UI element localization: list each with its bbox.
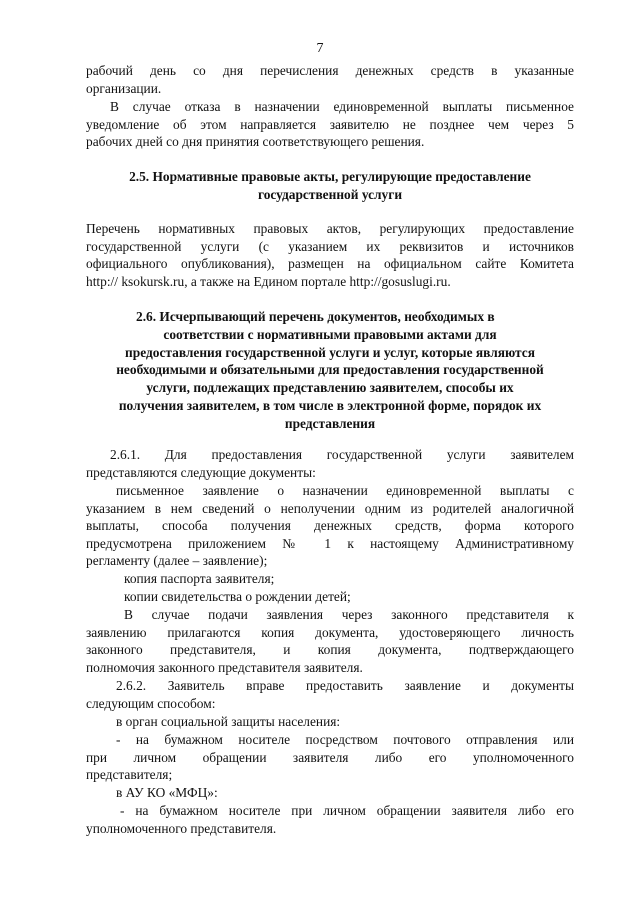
text-line: представителя;	[86, 767, 173, 783]
text-line: В случае подачи заявления через законного представителя к	[124, 607, 574, 622]
text-line: в орган социальной защиты населения:	[116, 714, 341, 729]
text-line: следующим способом:	[86, 695, 216, 711]
text-line: полномочия законного представителя заявителя.	[86, 659, 363, 675]
paragraph-representative	[86, 606, 574, 676]
text-line: - на бумажном носителе при личном обращении заявителя либо его	[120, 803, 574, 818]
page-number: 7	[316, 41, 324, 56]
paragraph-2-6-2	[86, 677, 574, 712]
heading-line: получения заявителем, в том числе в электронной форме, порядок их	[118, 397, 542, 413]
heading-line: 2.5. Нормативные правовые акты, регулирующие предоставление	[129, 169, 531, 184]
text-line: http:// ksokursk.ru, а также на Едином портале http://gosuslugi.ru.	[86, 273, 451, 289]
heading-line: соответствии с нормативными правовыми актами для	[163, 326, 497, 342]
text-line: уведомление об этом направляется заявителю не позднее чем через 5	[86, 116, 574, 132]
heading-line: предоставления государственной услуги и услуг, которые являются	[125, 344, 535, 360]
text-line: организации.	[86, 80, 162, 96]
text-line: копия паспорта заявителя;	[124, 571, 275, 586]
heading-line: государственной услуги	[257, 186, 403, 202]
paragraph-paper-personal	[86, 802, 574, 837]
text-line: заявлению прилагаются копия документа, удостоверяющего личность	[86, 624, 574, 640]
heading-line: необходимыми и обязательными для предоставления государственной	[116, 362, 544, 378]
text-line: представляются следующие документы:	[86, 464, 316, 480]
paragraph-paper-post	[86, 731, 574, 784]
text-line: 2.6.2. Заявитель вправе предоставить заявление и документы	[116, 678, 574, 693]
paragraph-social-protection	[86, 713, 574, 731]
paragraph-birth-certificate	[86, 588, 574, 606]
intro-paragraph-1	[86, 62, 574, 97]
text-line: рабочий день со дня перечисления денежных средств в указанные	[86, 63, 574, 78]
text-line: - на бумажном носителе посредством почтового отправления или	[116, 732, 574, 747]
text-line: В случае отказа в назначении единовременной выплаты письменное	[110, 99, 574, 114]
paragraph-application	[86, 482, 574, 570]
text-line: письменное заявление о назначении единовременной выплаты с	[116, 483, 574, 498]
text-line: предусмотрена приложением № 1 к настоящему Административному	[86, 535, 574, 551]
heading-line: представления	[284, 415, 376, 431]
text-line: выплаты, способа получения денежных средств, форма которого	[86, 518, 574, 534]
paragraph-passport	[86, 570, 574, 588]
text-line: 2.6.1. Для предоставления государственной услуги заявителем	[110, 447, 574, 462]
text-line: при личном обращении заявителя либо его уполномоченного	[86, 749, 574, 765]
text-line: указанием в нем сведений о неполучении одним из родителей аналогичной	[86, 500, 574, 516]
text-line: рабочих дней со дня принятия соответствующего решения.	[86, 134, 425, 150]
intro-paragraph-2	[86, 98, 574, 151]
text-line: государственной услуги (с указанием их реквизитов и источников	[86, 238, 574, 254]
text-line: уполномоченного представителя.	[86, 820, 277, 836]
paragraph-mfc	[86, 784, 574, 802]
heading-line: 2.6. Исчерпывающий перечень документов, необходимых в	[136, 309, 495, 324]
text-line: регламенту (далее – заявление);	[86, 553, 268, 569]
section-2-6-heading	[86, 308, 574, 433]
text-line: законного представителя, и копия документа, подтверждающего	[86, 642, 574, 658]
text-line: Перечень нормативных правовых актов, регулирующих предоставление	[86, 221, 574, 236]
section-2-5-body	[86, 220, 574, 290]
text-line: официального опубликования), размещен на официальном сайте Комитета	[86, 256, 574, 272]
text-line: копии свидетельства о рождении детей;	[124, 589, 351, 604]
heading-line: услуги, подлежащих представлению заявителем, способы их	[146, 380, 514, 396]
text-line: в АУ КО «МФЦ»:	[116, 785, 218, 800]
section-2-5-heading	[86, 168, 574, 204]
paragraph-2-6-1	[86, 446, 574, 481]
